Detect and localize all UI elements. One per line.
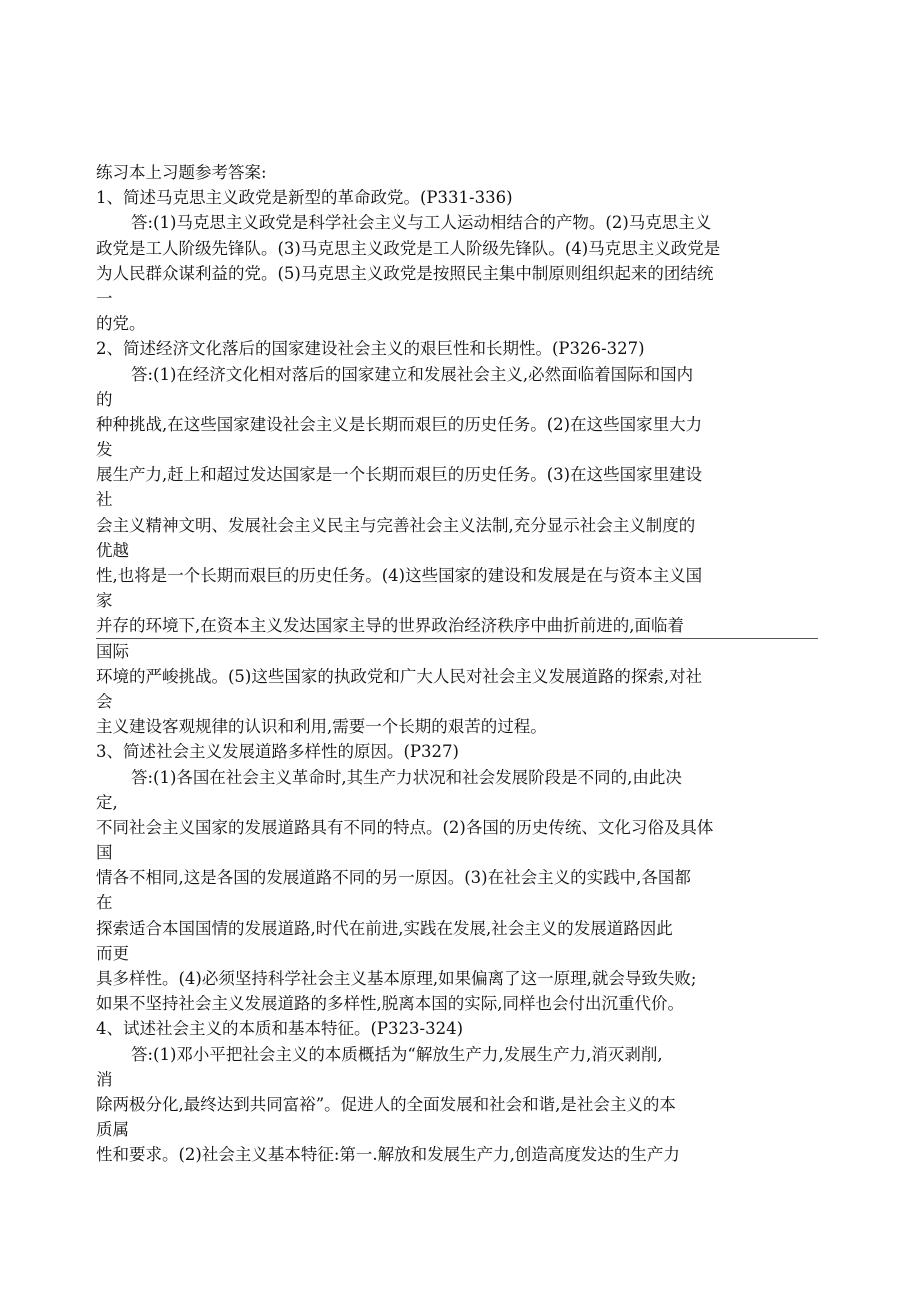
answer-4-line: 除两极分化,最终达到共同富裕”。促进人的全面发展和社会和谐,是社会主义的本 <box>96 1094 676 1114</box>
answer-2-line: 家 <box>96 591 113 611</box>
answer-2-line: 并存的环境下,在资本主义发达国家主导的世界政治经济秩序中曲折前进的,面临着 <box>96 616 684 636</box>
question-4-title: 4、试述社会主义的本质和基本特征。(P323-324) <box>96 1019 464 1039</box>
answer-3-line: 答:(1)各国在社会主义革命时,其生产力状况和社会发展阶段是不同的,由此决 <box>131 767 682 787</box>
answer-2-line: 性,也将是一个长期而艰巨的历史任务。(4)这些国家的建设和发展是在与资本主义国 <box>96 566 703 585</box>
question-2-title: 2、简述经济文化落后的国家建设社会主义的艰巨性和长期性。(P326-327) <box>96 339 645 359</box>
answer-3-line: 在 <box>96 893 113 913</box>
answer-2-line: 的 <box>96 389 113 409</box>
question-3-title: 3、简述社会主义发展道路多样性的原因。(P327) <box>96 742 459 762</box>
answer-2-line: 优越 <box>96 540 129 560</box>
answer-2-line: 主义建设客观规律的认识和利用,需要一个长期的艰苦的过程。 <box>96 717 547 737</box>
answer-2-line: 社 <box>96 490 113 510</box>
answer-2-line: 国际 <box>96 641 129 661</box>
answer-4-line: 答:(1)邓小平把社会主义的本质概括为“解放生产力,发展生产力,消灭剥削, <box>131 1044 663 1064</box>
answer-3-line: 情各不相同,这是各国的发展道路不同的另一原因。(3)在社会主义的实践中,各国都 <box>96 868 691 888</box>
answer-2-line: 会主义精神文明、发展社会主义民主与完善社会主义法制,充分显示社会主义制度的 <box>96 515 696 535</box>
document-heading: 练习本上习题参考答案: <box>96 163 267 182</box>
answer-2-line: 环境的严峻挑战。(5)这些国家的执政党和广大人民对社会主义发展道路的探索,对社 <box>96 666 703 686</box>
answer-3-line: 如果不坚持社会主义发展道路的多样性,脱离本国的实际,同样也会付出沉重代价。 <box>96 994 684 1014</box>
answer-2-line: 展生产力,赶上和超过发达国家是一个长期而艰巨的历史任务。(3)在这些国家里建设 <box>96 465 703 485</box>
answer-1-line: 一 <box>96 288 113 308</box>
answer-1-line: 的党。 <box>96 314 146 334</box>
answer-2-line: 答:(1)在经济文化相对落后的国家建立和发展社会主义,必然面临着国际和国内 <box>131 364 694 384</box>
horizontal-rule <box>96 638 818 639</box>
answer-2-line: 会 <box>96 691 113 711</box>
answer-3-line: 具多样性。(4)必须坚持科学社会主义基本原理,如果偏离了这一原理,就会导致失败; <box>96 969 697 988</box>
answer-1-line: 为人民群众谋利益的党。(5)马克思主义政党是按照民主集中制原则组织起来的团结统 <box>96 263 714 283</box>
answer-1-line: 政党是工人阶级先锋队。(3)马克思主义政党是工人阶级先锋队。(4)马克思主义政党是 <box>96 238 721 258</box>
answer-1-line: 答:(1)马克思主义政党是科学社会主义与工人运动相结合的产物。(2)马克思主义 <box>131 213 712 233</box>
answer-4-line: 质属 <box>96 1120 129 1140</box>
answer-4-line: 性和要求。(2)社会主义基本特征:第一.解放和发展生产力,创造高度发达的生产力 <box>96 1145 680 1165</box>
answer-4-line: 消 <box>96 1069 113 1089</box>
document-body <box>96 160 816 1168</box>
answer-3-line: 定, <box>96 792 118 812</box>
answer-3-line: 国 <box>96 843 113 863</box>
question-1-title: 1、简述马克思主义政党是新型的革命政党。(P331-336) <box>96 188 513 208</box>
answer-3-line: 不同社会主义国家的发展道路具有不同的特点。(2)各国的历史传统、文化习俗及具体 <box>96 817 714 837</box>
answer-3-line: 而更 <box>96 943 129 963</box>
answer-3-line: 探索适合本国国情的发展道路,时代在前进,实践在发展,社会主义的发展道路因此 <box>96 918 673 938</box>
answer-2-line: 发 <box>96 440 113 460</box>
answer-2-line: 种种挑战,在这些国家建设社会主义是长期而艰巨的历史任务。(2)在这些国家里大力 <box>96 414 703 434</box>
